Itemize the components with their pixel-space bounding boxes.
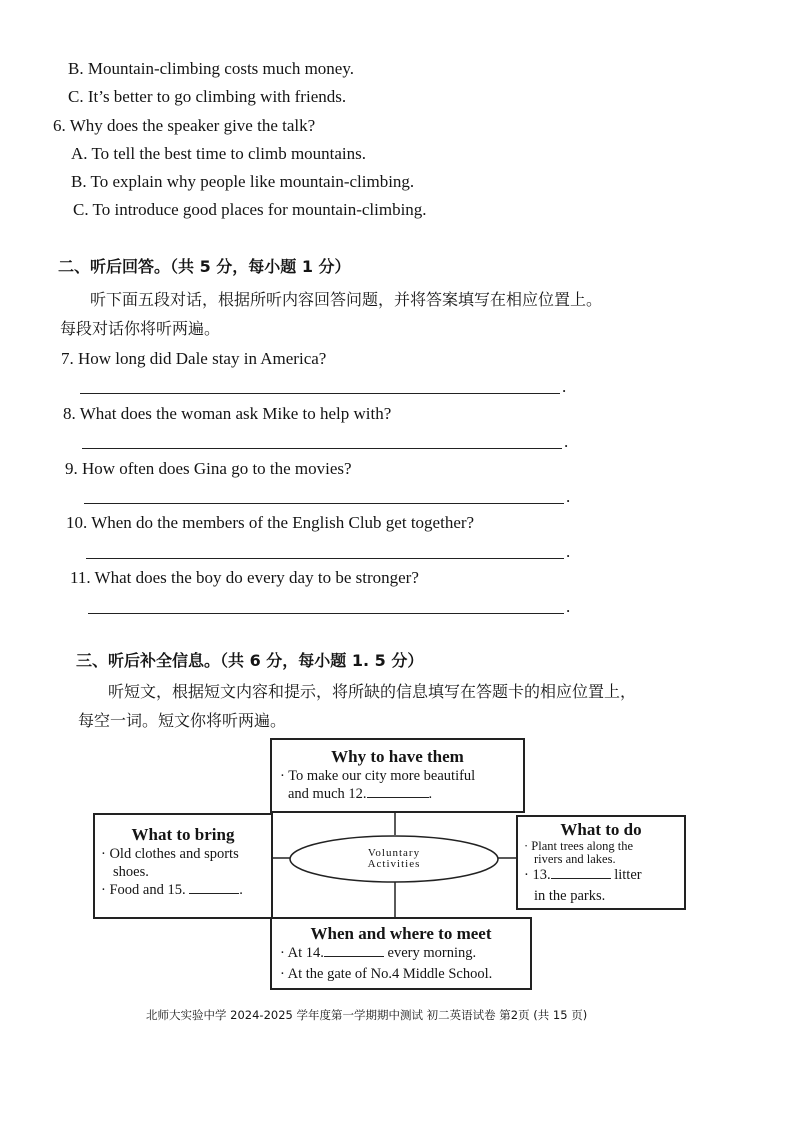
why-title: Why to have them (331, 747, 464, 766)
blank-13[interactable] (551, 878, 611, 879)
section2-instruction-line2: 每段对话你将听两遍。 (60, 319, 221, 338)
question-9: 9. How often does Gina go to the movies? (65, 459, 352, 478)
do-box (516, 815, 686, 910)
section3-instruction-line2: 每空一词。短文你将听两遍。 (78, 711, 287, 730)
do-line4: in the parks. (534, 888, 606, 904)
answer-period-7: . (562, 377, 567, 396)
q6-option-a: A. To tell the best time to climb mountains. (71, 144, 367, 163)
section2-instruction-line1: 听下面五段对话，根据所听内容回答问题，并将答案填写在相应位置上。 (90, 290, 603, 309)
why-box (270, 738, 525, 813)
answer-period-10: . (566, 542, 571, 561)
blank-12[interactable] (367, 797, 429, 798)
do-line2: rivers and lakes. (534, 852, 616, 866)
question-11: 11. What does the boy do every day to be stronger? (70, 568, 419, 587)
meet-box (270, 917, 532, 990)
q5-option-c: C. It’s better to go climbing with friends. (68, 87, 347, 106)
center-label: Voluntary Activities (367, 847, 421, 870)
answer-period-11: . (566, 597, 571, 616)
meet-line1: · At 14. every morning. (280, 945, 477, 961)
q6-option-b: B. To explain why people like mountain-climbing. (71, 172, 415, 191)
do-line3: · 13. litter (524, 867, 642, 883)
q6-option-c: C. To introduce good places for mountain-climbing. (73, 200, 427, 219)
answer-period-8: . (564, 432, 569, 451)
bring-line1: · Old clothes and sports (101, 846, 239, 862)
blank-15[interactable] (189, 893, 239, 894)
section3-heading: 三、听后补全信息。（共 6 分，每小题 1. 5 分） (76, 651, 424, 670)
bring-box (93, 813, 273, 919)
bring-line2: shoes. (113, 864, 149, 880)
do-title: What to do (560, 820, 642, 839)
section3-instruction-line1: 听短文，根据短文内容和提示，将所缺的信息填写在答题卡的相应位置上， (108, 682, 637, 701)
do-line1: · Plant trees along the (524, 839, 633, 853)
q5-option-b: B. Mountain-climbing costs much money. (68, 59, 354, 78)
why-line1: · To make our city more beautiful (280, 768, 476, 784)
bring-line3: · Food and 15. . (101, 882, 243, 898)
bring-title: What to bring (131, 825, 235, 844)
question-10: 10. When do the members of the English Club get together? (66, 513, 475, 532)
section2-heading: 二、听后回答。（共 5 分，每小题 1 分） (58, 257, 351, 276)
why-line2: and much 12. . (288, 786, 433, 802)
question-8: 8. What does the woman ask Mike to help with? (63, 404, 392, 423)
meet-line2: · At the gate of No.4 Middle School. (280, 966, 493, 982)
question-7: 7. How long did Dale stay in America? (61, 349, 327, 368)
blank-14[interactable] (324, 956, 384, 957)
q6-question: 6. Why does the speaker give the talk? (53, 116, 316, 135)
answer-period-9: . (566, 487, 571, 506)
meet-title: When and where to meet (310, 924, 492, 943)
page-footer: 北师大实验中学 2024-2025 学年度第一学期期中测试 初二英语试卷 第2页 (共 15 页) (146, 1008, 588, 1022)
